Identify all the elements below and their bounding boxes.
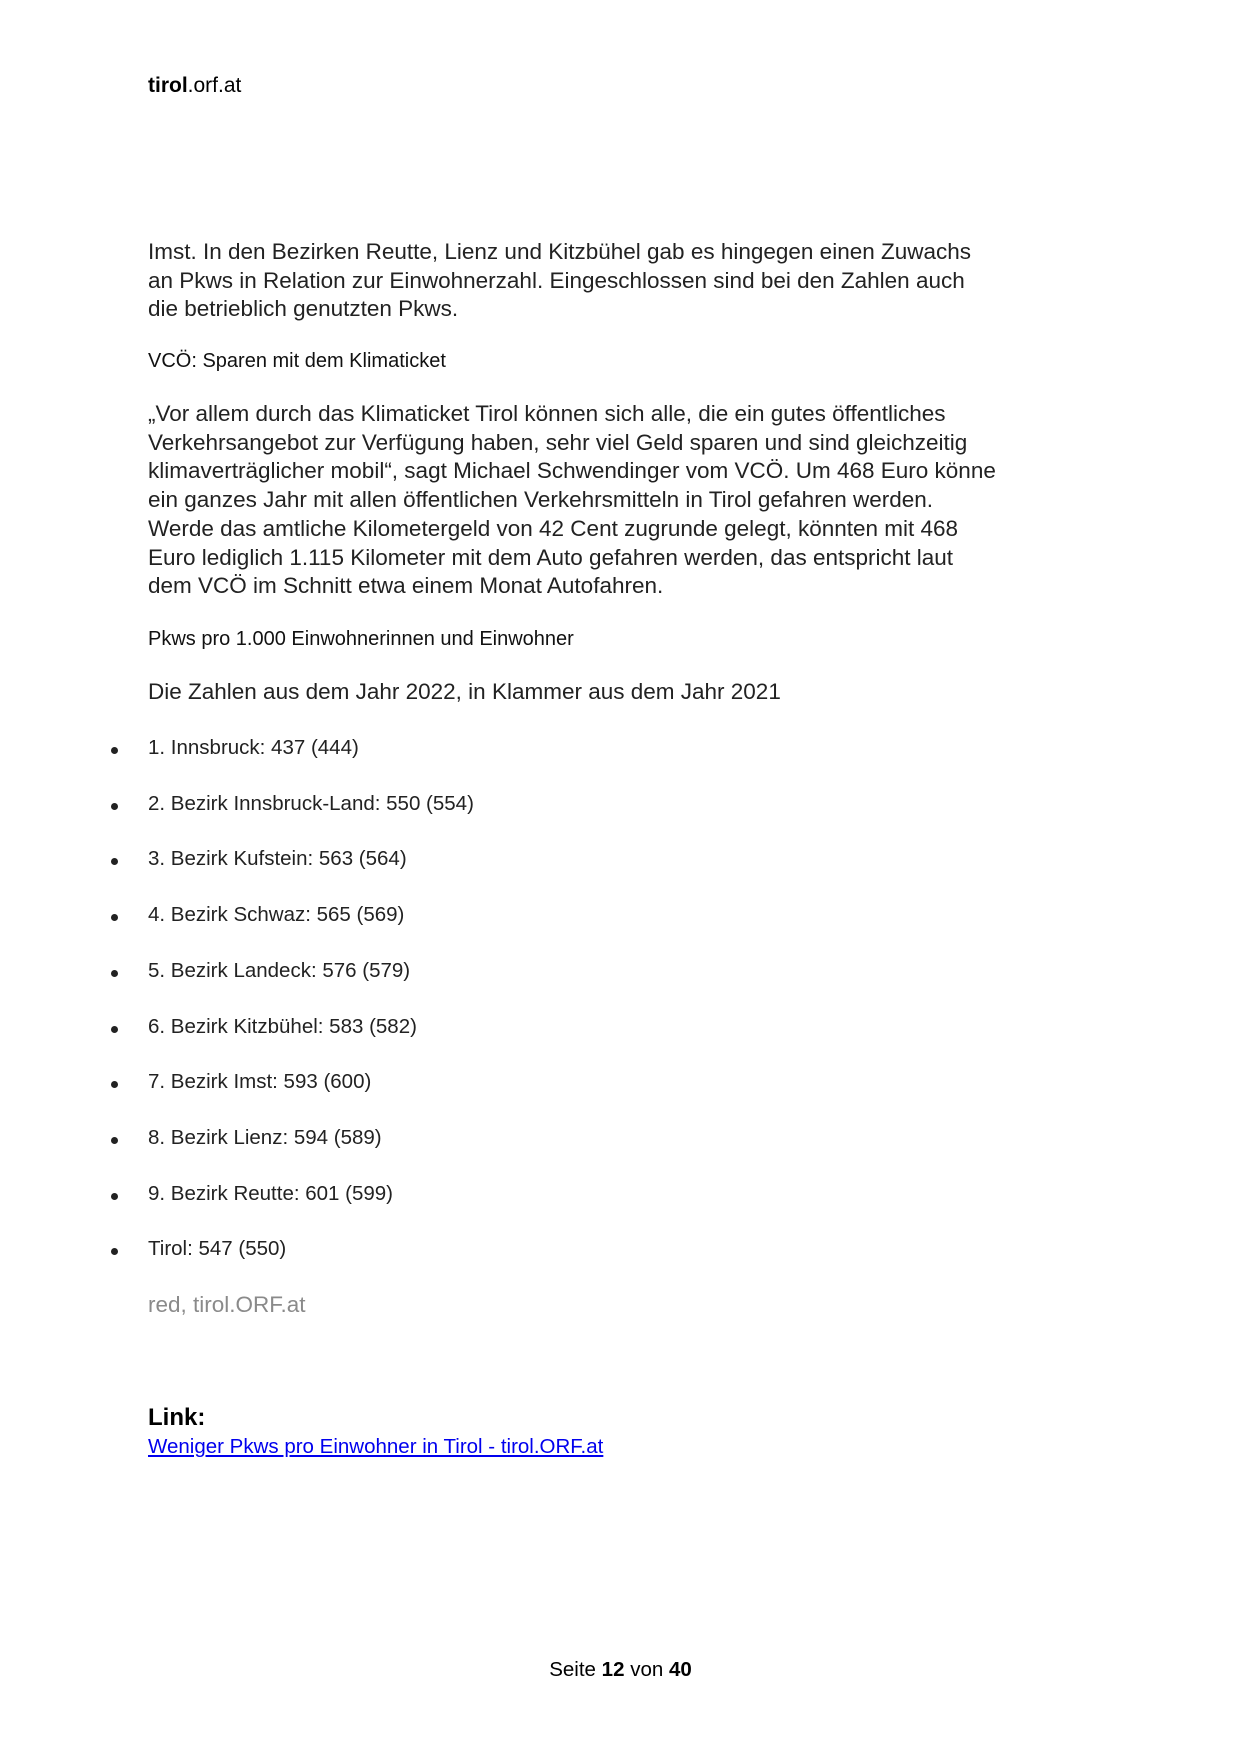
text-line: Imst. In den Bezirken Reutte, Lienz und Kitzbühel gab es hingegen einen Zuwachs [148,239,972,264]
text-line: Werde das amtliche Kilometergeld von 42 Cent zugrunde gelegt, könnten mit 468 [148,515,959,541]
paragraph-1 [148,238,971,324]
bullet-icon [111,1137,118,1144]
list-item: 8. Bezirk Lienz: 594 (589) [148,1125,382,1149]
text-line: die betrieblich genutzten Pkws. [148,296,459,322]
subheading-pkws: Pkws pro 1.000 Einwohnerinnen und Einwohner [148,628,574,650]
page-footer [0,1658,1241,1682]
list-intro: Die Zahlen aus dem Jahr 2022, in Klammer aus dem Jahr 2021 [148,679,781,704]
bullet-icon [111,747,118,754]
link-heading: Link: [148,1404,206,1431]
list-item: 3. Bezirk Kufstein: 563 (564) [148,847,407,871]
footer-prefix: Seite [549,1658,596,1681]
total-pages: 40 [668,1658,692,1681]
article-link[interactable]: Weniger Pkws pro Einwohner in Tirol - tirol.ORF.at [148,1435,604,1458]
list-item: 7. Bezirk Imst: 593 (600) [148,1070,372,1094]
bullet-icon [111,1193,118,1200]
text-line: ein ganzes Jahr mit allen öffentlichen Verkehrsmitteln in Tirol gefahren werden. [148,487,934,513]
text-line: „Vor allem durch das Klimaticket Tirol können sich alle, die ein gutes öffentliches [148,401,946,426]
list-item: 6. Bezirk Kitzbühel: 583 (582) [148,1014,417,1038]
subheading-vco: VCÖ: Sparen mit dem Klimaticket [148,350,446,372]
bullet-icon [111,914,118,921]
list-item: Tirol: 547 (550) [148,1237,287,1261]
footer-middle: von [630,1658,664,1681]
bullet-icon [111,803,118,810]
list-item: 1. Innsbruck: 437 (444) [148,736,359,759]
current-page: 12 [601,1658,625,1681]
bullet-icon [111,1248,118,1255]
bullet-icon [111,970,118,977]
list-item: 9. Bezirk Reutte: 601 (599) [148,1181,393,1205]
list-item: 4. Bezirk Schwaz: 565 (569) [148,903,405,927]
site-name-rest: .orf.at [187,74,242,97]
text-line: Verkehrsangebot zur Verfügung haben, sehr viel Geld sparen und sind gleichzeitig [148,429,968,455]
bullet-icon [111,858,118,865]
text-line: dem VCÖ im Schnitt etwa einem Monat Autofahren. [148,573,664,599]
site-header [148,74,241,98]
bullet-icon [111,1026,118,1033]
list-item: 2. Bezirk Innsbruck-Land: 550 (554) [148,791,474,815]
text-line: klimaverträglicher mobil“, sagt Michael Schwendinger vom VCÖ. Um 468 Euro könne [148,458,996,484]
source-credit: red, tirol.ORF.at [148,1292,306,1317]
text-line: an Pkws in Relation zur Einwohnerzahl. Eingeschlossen sind bei den Zahlen auch [148,267,965,293]
text-line: Euro lediglich 1.115 Kilometer mit dem Auto gefahren werden, das entspricht laut [148,544,954,570]
bullet-icon [111,1081,118,1088]
paragraph-2 [148,400,996,601]
site-name-bold: tirol [148,74,188,97]
list-item: 5. Bezirk Landeck: 576 (579) [148,958,411,982]
